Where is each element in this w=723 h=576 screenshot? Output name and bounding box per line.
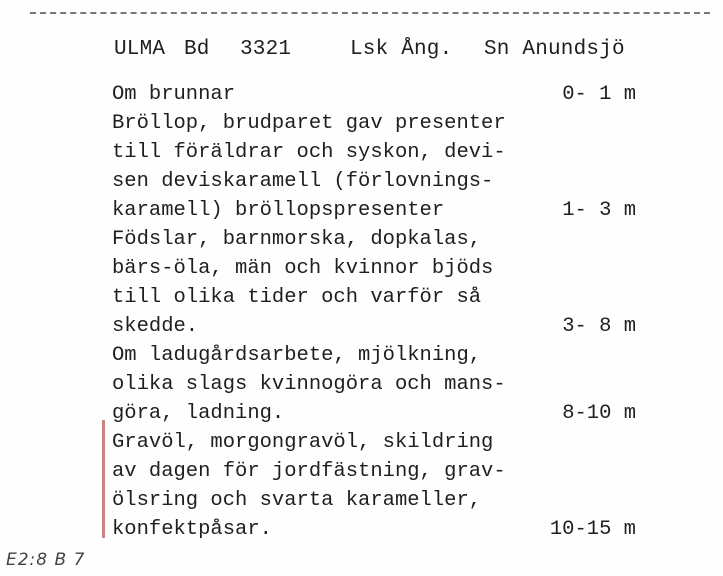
entry-item	[112, 80, 636, 109]
entry-line: olika slags kvinnogöra och mans-	[112, 373, 506, 396]
entry-line: Bröllop, brudparet gav presenter	[112, 112, 506, 135]
entry-line: bärs-öla, män och kvinnor bjöds	[112, 257, 494, 280]
entry-line: till föräldrar och syskon, devi-	[112, 141, 506, 164]
margin-bracket	[102, 420, 105, 538]
entry-item	[112, 341, 636, 428]
tape-range: 0- 1 m	[562, 83, 636, 106]
archive-code: ULMA	[114, 38, 166, 61]
volume-label: Bd	[184, 38, 210, 61]
tape-range: 8-10 m	[562, 402, 636, 425]
entry-line: sen deviskaramell (förlovnings-	[112, 170, 494, 193]
card-top-edge	[30, 12, 710, 14]
entry-item	[112, 428, 636, 544]
entry-line: Om ladugårdsarbete, mjölkning,	[112, 344, 482, 367]
landscape-label: Lsk Ång.	[350, 38, 453, 61]
entry-line: karamell) bröllopspresenter	[112, 199, 445, 222]
entry-line: göra, ladning.	[112, 402, 285, 425]
entry-line: av dagen för jordfästning, grav-	[112, 460, 506, 483]
entry-line: skedde.	[112, 315, 199, 338]
entry-line: till olika tider och varför så	[112, 286, 482, 309]
entry-line: konfektpåsar.	[112, 518, 272, 541]
tape-range: 10-15 m	[549, 518, 636, 541]
entry-list	[112, 80, 636, 544]
card-header	[114, 38, 674, 68]
tape-range: 3- 8 m	[562, 315, 636, 338]
tape-range: 1- 3 m	[562, 199, 636, 222]
entry-line: Födslar, barnmorska, dopkalas,	[112, 228, 482, 251]
entry-item	[112, 109, 636, 225]
parish-label: Sn Anundsjö	[484, 38, 625, 61]
handwritten-note: E2:8 B 7	[6, 550, 86, 570]
entry-line: Gravöl, morgongravöl, skildring	[112, 431, 494, 454]
entry-item	[112, 225, 636, 341]
entry-line: ölsring och svarta karameller,	[112, 489, 482, 512]
entry-line: Om brunnar	[112, 83, 236, 106]
volume-number: 3321	[240, 38, 292, 61]
